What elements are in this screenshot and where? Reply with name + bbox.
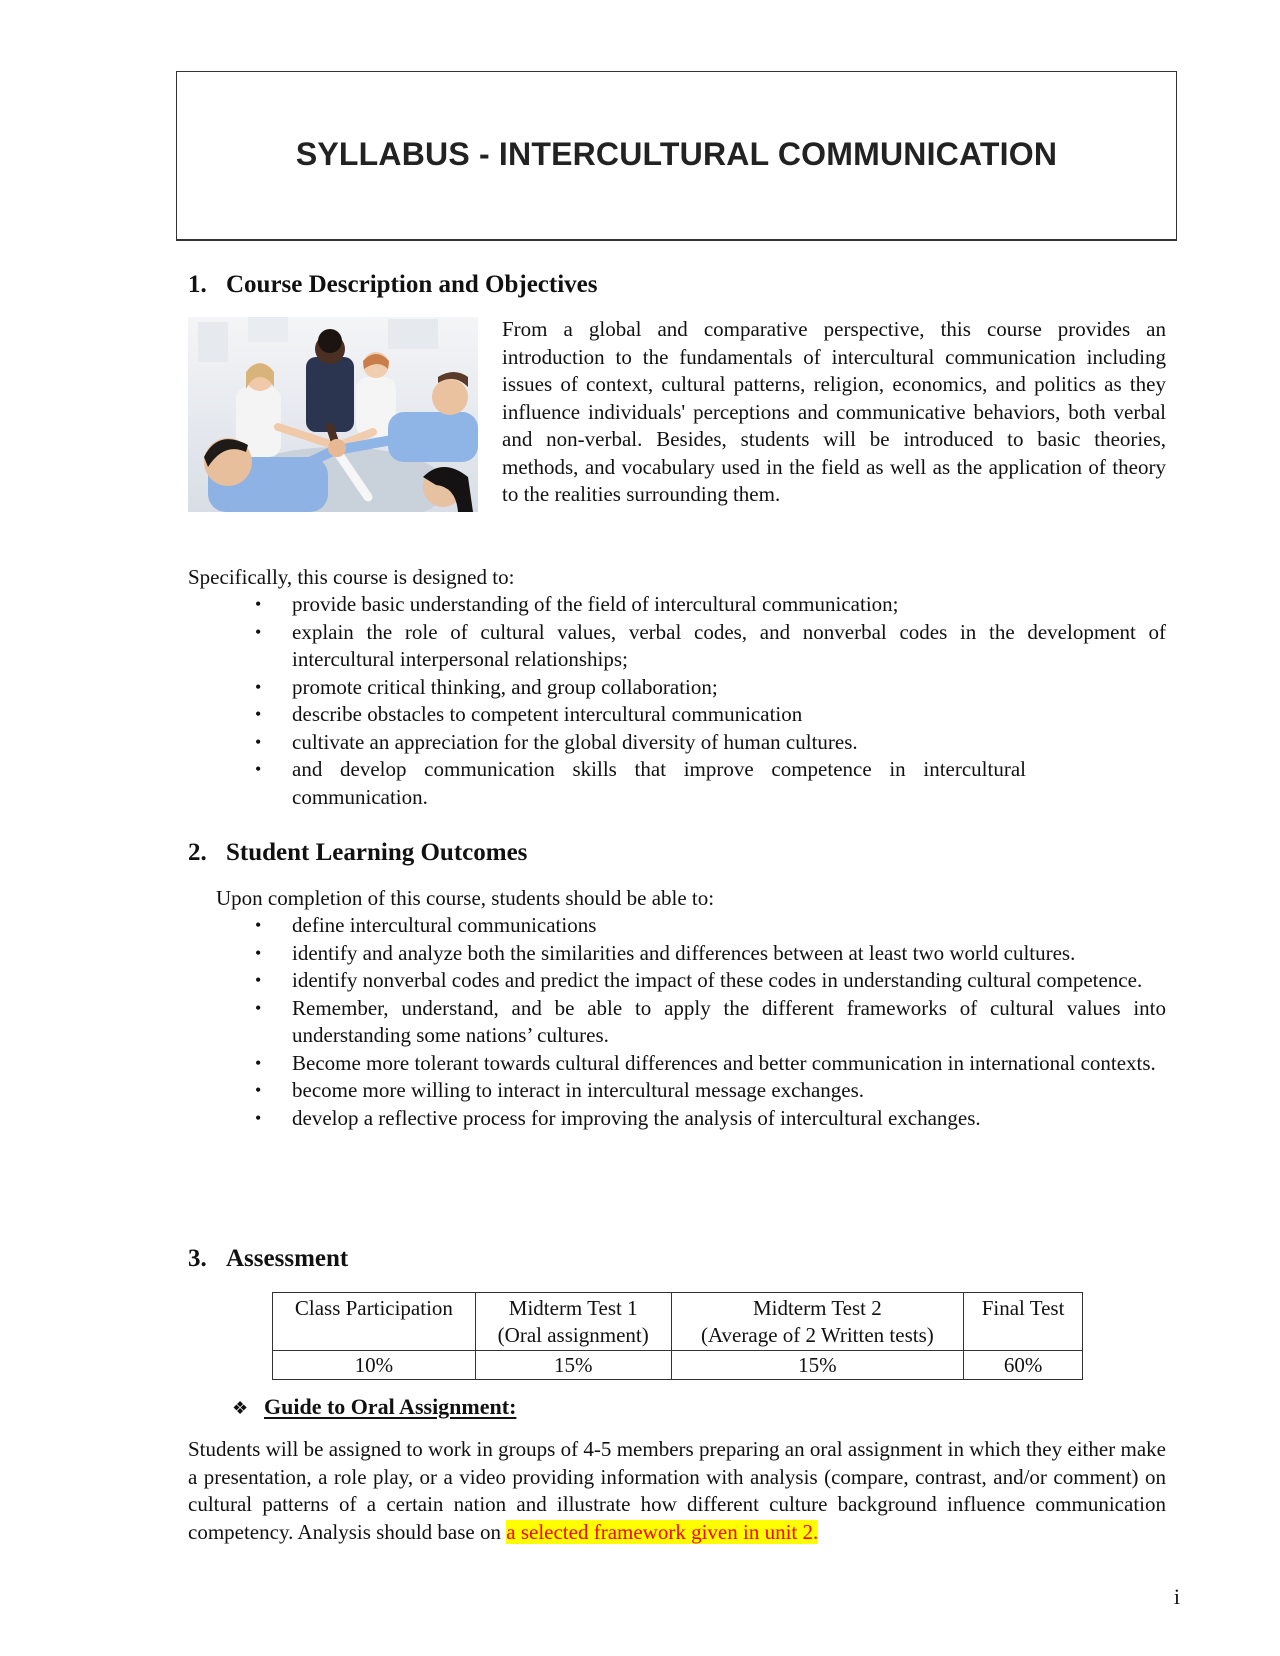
highlighted-framework-text: a selected framework given in unit 2. (506, 1519, 819, 1544)
oral-assignment-text: Students will be assigned to work in groups of 4-5 members preparing an oral assignment in which they either make a presentation, a role play, or a video providing information with analysis (compare, contrast, and/or comment) on cultural patterns of a certain nation and illustrate how different culture background influence communication competency. Analysis should base on (188, 1437, 1166, 1544)
bullet-icon: • (255, 1107, 262, 1128)
outcome-item: • Remember, understand, and be able to apply the different frameworks of cultural values into understanding some nations’ cultures. (255, 995, 1166, 1047)
bullet-icon: • (255, 1052, 262, 1073)
outcome-item: • Become more tolerant towards cultural differences and better communication in international contexts. (292, 1050, 1166, 1078)
diamond-bullet-icon: ❖ (232, 1398, 249, 1418)
oral-assignment-guide-heading (232, 1394, 516, 1420)
bullet-icon: • (255, 759, 262, 779)
assessment-table (272, 1292, 1083, 1380)
bullet-icon: • (255, 997, 262, 1018)
objective-item: • and develop communication skills that improve competence in intercultural communication. (255, 757, 1026, 809)
objectives-list (255, 591, 1166, 811)
header-class-participation: Class Participation (273, 1293, 476, 1351)
outcome-item: • identify and analyze both the similarities and differences between at least two world cultures. (292, 940, 1166, 968)
objective-item: • describe obstacles to competent intercultural communication (292, 701, 1166, 729)
team-hands-photo (188, 317, 478, 512)
section-2-number: 2. (188, 839, 207, 866)
section-1-heading (188, 270, 598, 300)
outcome-item: • develop a reflective process for improving the analysis of intercultural exchanges. (292, 1105, 1166, 1133)
objective-item: • cultivate an appreciation for the global diversity of human cultures. (292, 729, 1166, 757)
bullet-icon: • (255, 942, 262, 963)
bullet-icon: • (255, 704, 262, 724)
bullet-icon: • (255, 1080, 262, 1100)
value-final-test: 60% (964, 1351, 1083, 1380)
bullet-icon: • (255, 731, 262, 752)
bullet-icon: • (255, 676, 262, 697)
header-midterm-1: Midterm Test 1 (Oral assignment) (475, 1293, 671, 1351)
assessment-header-row (273, 1293, 1083, 1351)
outcomes-list (255, 912, 1166, 1132)
objective-item: • promote critical thinking, and group collaboration; (292, 674, 1166, 702)
oral-assignment-paragraph (188, 1436, 1166, 1546)
section-2-heading (188, 838, 527, 868)
value-midterm-1: 15% (475, 1351, 671, 1380)
guide-heading-text: Guide to Oral Assignment: (264, 1394, 517, 1419)
header-final-test: Final Test (964, 1293, 1083, 1351)
outcome-item: • become more willing to interact in intercultural message exchanges. (292, 1077, 1166, 1105)
section-2-title: Student Learning Outcomes (226, 839, 528, 866)
team-hands-photo-illustration (188, 317, 478, 512)
section-1-number: 1. (188, 271, 207, 298)
outcomes-lead: Upon completion of this course, students should be able to: (216, 886, 715, 910)
document-title: SYLLABUS - INTERCULTURAL COMMUNICATION (295, 136, 1058, 172)
value-class-participation: 10% (273, 1351, 476, 1380)
bullet-icon: • (255, 970, 262, 990)
objective-item: • provide basic understanding of the field of intercultural communication; (292, 591, 1166, 619)
objectives-lead: Specifically, this course is designed to: (188, 565, 515, 589)
title-box (176, 71, 1177, 241)
section-1-title: Course Description and Objectives (226, 271, 598, 298)
objective-item: • explain the role of cultural values, verbal codes, and nonverbal codes in the development of intercultural interpersonal relationships; (255, 619, 1166, 671)
header-midterm-2: Midterm Test 2 (Average of 2 Written tests) (671, 1293, 964, 1351)
bullet-icon: • (255, 594, 262, 614)
bullet-icon: • (255, 915, 262, 935)
section-3-number: 3. (188, 1245, 207, 1272)
outcome-item: • define intercultural communications (292, 912, 1166, 940)
outcome-item: • identify nonverbal codes and predict the impact of these codes in understanding cultural competence. (292, 967, 1166, 995)
section-3-heading (188, 1244, 348, 1274)
bullet-icon: • (255, 621, 262, 642)
value-midterm-2: 15% (671, 1351, 964, 1380)
page-number: i (1173, 1584, 1180, 1609)
course-description-paragraph: From a global and comparative perspective, this course provides an introduction to the fundamentals of intercultural communication including issues of context, cultural patterns, religion, economics, and politics as they influence individuals' perceptions and communicative behaviors, both verbal and non-verbal. Besides, students will be introduced to basic theories, methods, and vocabulary used in the field as well as the application of theory to the realities surrounding them. (502, 317, 1166, 506)
section-3-title: Assessment (226, 1245, 349, 1272)
assessment-values-row (273, 1351, 1083, 1380)
